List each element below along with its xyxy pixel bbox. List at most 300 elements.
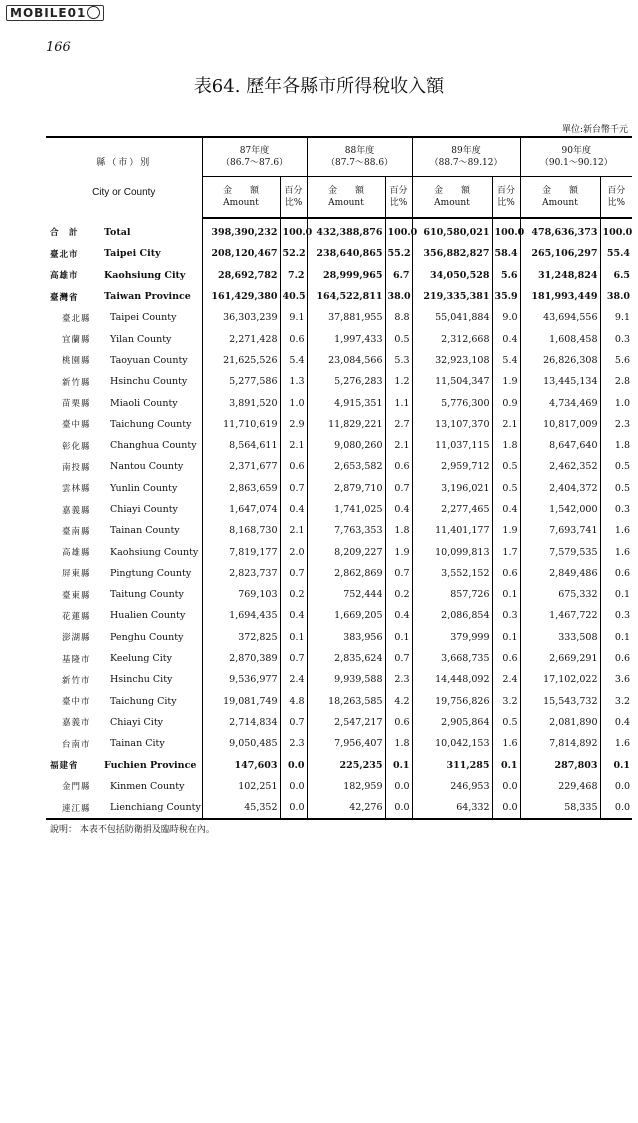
county-name-zh: 宜蘭縣 <box>62 335 91 346</box>
percent-cell: 100.0 <box>600 218 632 243</box>
percent-cell: 0.5 <box>385 328 412 349</box>
period-range: （87.7～88.6） <box>325 158 394 168</box>
amount-cell: 3,196,021 <box>412 478 492 499</box>
county-name-en: Changhua County <box>110 440 197 452</box>
percent-header-2: 比% <box>389 198 408 208</box>
amount-header-en: Amount <box>223 198 259 208</box>
amount-header <box>412 177 492 219</box>
period-range: （88.7～89.12） <box>429 158 503 168</box>
table-row <box>46 499 632 520</box>
amount-cell: 3,552,152 <box>412 563 492 584</box>
percent-cell: 1.6 <box>492 733 520 754</box>
percent-cell: 1.6 <box>600 541 632 562</box>
percent-cell: 2.0 <box>280 541 307 562</box>
period-header <box>202 137 307 177</box>
table-row <box>46 776 632 797</box>
percent-cell: 0.0 <box>600 776 632 797</box>
amount-header-en: Amount <box>542 198 578 208</box>
amount-cell: 1,694,435 <box>202 605 280 626</box>
percent-cell: 2.3 <box>600 414 632 435</box>
percent-cell: 0.1 <box>492 754 520 775</box>
percent-cell: 2.3 <box>280 733 307 754</box>
county-name-en: Kaohsiung County <box>110 546 199 558</box>
county-name-en: Tainan City <box>110 738 165 750</box>
table-row <box>46 265 632 286</box>
county-name-en: Taipei City <box>104 248 161 260</box>
percent-cell: 0.4 <box>492 499 520 520</box>
amount-cell: 18,263,585 <box>307 691 385 712</box>
amount-cell: 2,404,372 <box>520 478 600 499</box>
logo-eye-icon <box>87 6 100 19</box>
amount-cell: 8,168,730 <box>202 520 280 541</box>
amount-cell: 2,870,389 <box>202 648 280 669</box>
amount-cell: 28,999,965 <box>307 265 385 286</box>
amount-cell: 17,102,022 <box>520 669 600 690</box>
county-name-en: Hsinchu City <box>110 674 173 686</box>
county-name-zh: 花蓮縣 <box>62 611 91 622</box>
amount-cell: 2,879,710 <box>307 478 385 499</box>
county-name-zh: 高雄縣 <box>62 548 91 559</box>
amount-cell: 208,120,467 <box>202 243 280 264</box>
amount-cell: 13,445,134 <box>520 371 600 392</box>
percent-cell: 2.1 <box>280 435 307 456</box>
amount-cell: 1,997,433 <box>307 328 385 349</box>
county-name-zh: 臺北市 <box>50 249 79 260</box>
amount-cell: 10,817,009 <box>520 414 600 435</box>
amount-cell: 102,251 <box>202 776 280 797</box>
percent-header-1: 百分 <box>607 186 626 196</box>
percent-header <box>280 177 307 219</box>
county-name-en: Kinmen County <box>110 780 185 792</box>
amount-header <box>307 177 385 219</box>
amount-cell: 15,543,732 <box>520 691 600 712</box>
percent-cell: 0.2 <box>280 584 307 605</box>
percent-cell: 0.6 <box>385 456 412 477</box>
percent-cell: 0.5 <box>492 478 520 499</box>
percent-cell: 100.0 <box>385 218 412 243</box>
percent-cell: 0.7 <box>280 712 307 733</box>
county-name-zh: 南投縣 <box>62 462 91 473</box>
percent-cell: 2.4 <box>492 669 520 690</box>
amount-cell: 3,891,520 <box>202 392 280 413</box>
amount-cell: 5,776,300 <box>412 392 492 413</box>
percent-cell: 2.4 <box>280 669 307 690</box>
amount-cell: 2,547,217 <box>307 712 385 733</box>
county-name-en: Kaohsiung City <box>104 269 186 281</box>
county-name-zh: 屏東縣 <box>62 569 91 580</box>
page-number: 166 <box>46 40 71 55</box>
percent-cell: 0.6 <box>600 648 632 669</box>
amount-cell: 32,923,108 <box>412 350 492 371</box>
amount-cell: 26,826,308 <box>520 350 600 371</box>
percent-cell: 0.9 <box>492 392 520 413</box>
amount-cell: 769,103 <box>202 584 280 605</box>
percent-cell: 55.4 <box>600 243 632 264</box>
percent-cell: 1.8 <box>385 733 412 754</box>
amount-cell: 11,504,347 <box>412 371 492 392</box>
amount-cell: 287,803 <box>520 754 600 775</box>
percent-cell: 2.1 <box>385 435 412 456</box>
county-name-en: Keelung City <box>110 653 172 665</box>
amount-cell: 2,714,834 <box>202 712 280 733</box>
amount-cell: 2,863,659 <box>202 478 280 499</box>
amount-cell: 2,271,428 <box>202 328 280 349</box>
county-name-zh: 嘉義市 <box>62 718 91 729</box>
table-body <box>46 218 632 819</box>
amount-header-zh: 金 額 <box>223 186 260 196</box>
percent-cell: 0.4 <box>385 499 412 520</box>
percent-cell: 0.6 <box>600 563 632 584</box>
amount-cell: 1,647,074 <box>202 499 280 520</box>
amount-cell: 9,050,485 <box>202 733 280 754</box>
unit-label: 單位:新台幣千元 <box>561 125 628 135</box>
amount-cell: 238,640,865 <box>307 243 385 264</box>
county-name-zh: 金門縣 <box>62 782 91 793</box>
percent-cell: 58.4 <box>492 243 520 264</box>
table-row <box>46 712 632 733</box>
percent-cell: 0.1 <box>600 754 632 775</box>
table-row <box>46 627 632 648</box>
percent-cell: 1.2 <box>385 371 412 392</box>
amount-cell: 58,335 <box>520 797 600 819</box>
percent-cell: 0.5 <box>600 478 632 499</box>
amount-cell: 181,993,449 <box>520 286 600 307</box>
amount-header-zh: 金 額 <box>434 186 471 196</box>
percent-cell: 1.9 <box>385 541 412 562</box>
amount-header <box>520 177 600 219</box>
percent-header-1: 百分 <box>389 186 408 196</box>
table-row <box>46 371 632 392</box>
amount-cell: 1,669,205 <box>307 605 385 626</box>
amount-cell: 11,401,177 <box>412 520 492 541</box>
percent-cell: 1.3 <box>280 371 307 392</box>
table-row <box>46 328 632 349</box>
percent-cell: 0.4 <box>280 605 307 626</box>
percent-cell: 0.1 <box>385 627 412 648</box>
county-name-en: Miaoli County <box>110 397 178 409</box>
percent-cell: 0.3 <box>600 328 632 349</box>
amount-cell: 8,209,227 <box>307 541 385 562</box>
amount-cell: 7,579,535 <box>520 541 600 562</box>
county-name-en: Pingtung County <box>110 567 192 579</box>
amount-header-en: Amount <box>328 198 364 208</box>
period-year: 89年度 <box>451 146 481 156</box>
period-range: （86.7～87.6） <box>220 158 289 168</box>
percent-cell: 2.1 <box>492 414 520 435</box>
county-name-zh: 雲林縣 <box>62 484 91 495</box>
percent-cell: 52.2 <box>280 243 307 264</box>
amount-cell: 372,825 <box>202 627 280 648</box>
tax-revenue-table <box>46 136 632 820</box>
percent-cell: 2.7 <box>385 414 412 435</box>
county-name-zh: 苗栗縣 <box>62 399 91 410</box>
percent-cell: 1.0 <box>600 392 632 413</box>
county-name-en: Hsinchu County <box>110 376 188 388</box>
amount-cell: 675,332 <box>520 584 600 605</box>
percent-cell: 0.7 <box>280 563 307 584</box>
amount-cell: 11,710,619 <box>202 414 280 435</box>
table-row <box>46 435 632 456</box>
county-name-en: Fuchien Province <box>104 759 197 771</box>
percent-cell: 0.0 <box>385 776 412 797</box>
county-name-zh: 高雄市 <box>50 271 79 282</box>
percent-cell: 0.7 <box>280 478 307 499</box>
county-name-zh: 新竹縣 <box>62 377 91 388</box>
amount-cell: 857,726 <box>412 584 492 605</box>
percent-header <box>492 177 520 219</box>
county-name-zh: 新竹市 <box>62 675 91 686</box>
amount-cell: 10,099,813 <box>412 541 492 562</box>
amount-cell: 34,050,528 <box>412 265 492 286</box>
county-name-en: Taoyuan County <box>110 354 188 366</box>
amount-cell: 43,694,556 <box>520 307 600 328</box>
amount-cell: 2,277,465 <box>412 499 492 520</box>
amount-cell: 23,084,566 <box>307 350 385 371</box>
percent-cell: 1.9 <box>492 520 520 541</box>
county-header-en: City or County <box>92 187 156 198</box>
county-name-zh: 嘉義縣 <box>62 505 91 516</box>
percent-cell: 9.1 <box>280 307 307 328</box>
county-name-en: Taitung County <box>110 589 184 601</box>
amount-cell: 14,448,092 <box>412 669 492 690</box>
percent-cell: 38.0 <box>385 286 412 307</box>
percent-header-1: 百分 <box>284 186 303 196</box>
percent-cell: 3.2 <box>492 691 520 712</box>
percent-cell: 0.1 <box>492 584 520 605</box>
percent-cell: 40.5 <box>280 286 307 307</box>
percent-cell: 0.4 <box>600 712 632 733</box>
amount-cell: 610,580,021 <box>412 218 492 243</box>
county-name-zh: 連江縣 <box>46 797 102 819</box>
table-row <box>46 541 632 562</box>
table-row <box>46 243 632 264</box>
percent-cell: 0.0 <box>492 776 520 797</box>
county-name-en: Total <box>104 226 131 238</box>
county-name-zh: 臺南縣 <box>62 526 91 537</box>
amount-cell: 311,285 <box>412 754 492 775</box>
percent-cell: 0.6 <box>492 563 520 584</box>
county-name-en: Lienchiang County <box>102 797 202 819</box>
county-name-en: Yunlin County <box>110 482 178 494</box>
percent-cell: 0.4 <box>385 605 412 626</box>
percent-cell: 0.1 <box>600 584 632 605</box>
period-range: （90.1～90.12） <box>539 158 613 168</box>
amount-cell: 2,462,352 <box>520 456 600 477</box>
amount-cell: 21,625,526 <box>202 350 280 371</box>
amount-cell: 4,734,469 <box>520 392 600 413</box>
percent-header-2: 比% <box>607 198 626 208</box>
percent-cell: 0.1 <box>492 627 520 648</box>
amount-cell: 7,956,407 <box>307 733 385 754</box>
percent-cell: 0.3 <box>600 499 632 520</box>
county-name-zh: 臺東縣 <box>62 590 91 601</box>
table-row <box>46 733 632 754</box>
amount-cell: 2,086,854 <box>412 605 492 626</box>
period-year: 87年度 <box>239 146 270 156</box>
amount-cell: 3,668,735 <box>412 648 492 669</box>
amount-cell: 182,959 <box>307 776 385 797</box>
amount-cell: 11,037,115 <box>412 435 492 456</box>
county-name-en: Tainan County <box>110 525 180 537</box>
amount-cell: 1,741,025 <box>307 499 385 520</box>
amount-cell: 2,849,486 <box>520 563 600 584</box>
period-header <box>520 137 632 177</box>
amount-cell: 4,915,351 <box>307 392 385 413</box>
period-year: 88年度 <box>344 146 375 156</box>
percent-cell: 100.0 <box>280 218 307 243</box>
percent-cell: 4.8 <box>280 691 307 712</box>
amount-cell: 2,669,291 <box>520 648 600 669</box>
amount-cell: 398,390,232 <box>202 218 280 243</box>
amount-cell: 2,905,864 <box>412 712 492 733</box>
period-header <box>307 137 412 177</box>
table-row <box>46 648 632 669</box>
amount-cell: 9,536,977 <box>202 669 280 690</box>
county-name-zh: 台南市 <box>62 739 91 750</box>
amount-cell: 31,248,824 <box>520 265 600 286</box>
percent-header-2: 比% <box>284 198 303 208</box>
amount-cell: 5,277,586 <box>202 371 280 392</box>
table-row <box>46 584 632 605</box>
percent-cell: 1.8 <box>385 520 412 541</box>
county-name-zh: 臺灣省 <box>50 292 79 303</box>
table-title: 表64. 歷年各縣市所得稅收入額 <box>193 76 445 97</box>
county-name-en: Taichung City <box>110 695 177 707</box>
percent-cell: 1.6 <box>600 520 632 541</box>
percent-cell: 0.6 <box>492 648 520 669</box>
county-name-en: Penghu County <box>110 631 184 643</box>
percent-header <box>385 177 412 219</box>
percent-cell: 1.6 <box>600 733 632 754</box>
amount-cell: 2,823,737 <box>202 563 280 584</box>
amount-cell: 10,042,153 <box>412 733 492 754</box>
mobile01-logo: MOBILE01 <box>6 5 104 21</box>
table-row <box>46 286 632 307</box>
percent-cell: 35.9 <box>492 286 520 307</box>
amount-cell: 5,276,283 <box>307 371 385 392</box>
percent-cell: 5.4 <box>280 350 307 371</box>
amount-cell: 2,959,712 <box>412 456 492 477</box>
amount-cell: 11,829,221 <box>307 414 385 435</box>
amount-cell: 432,388,876 <box>307 218 385 243</box>
county-name-en: Chiayi County <box>110 504 178 515</box>
county-name-en: Taipei County <box>110 312 177 324</box>
amount-cell: 478,636,373 <box>520 218 600 243</box>
percent-header-1: 百分 <box>497 186 516 196</box>
amount-header-en: Amount <box>434 198 470 208</box>
percent-cell: 2.8 <box>600 371 632 392</box>
amount-cell: 2,653,582 <box>307 456 385 477</box>
amount-cell: 2,862,869 <box>307 563 385 584</box>
county-header <box>46 137 202 218</box>
table-row <box>46 669 632 690</box>
county-name-en: Taiwan Province <box>104 291 191 303</box>
percent-cell: 0.7 <box>385 648 412 669</box>
county-name-zh: 桃園縣 <box>62 356 91 367</box>
county-name-zh: 福建省 <box>50 761 79 772</box>
percent-cell: 0.5 <box>492 712 520 733</box>
amount-cell: 383,956 <box>307 627 385 648</box>
table-row <box>46 520 632 541</box>
percent-cell: 4.2 <box>385 691 412 712</box>
county-name-zh: 澎湖縣 <box>62 633 91 644</box>
percent-cell: 0.0 <box>385 797 412 819</box>
county-name-zh: 合 計 <box>50 228 79 239</box>
table-row <box>46 691 632 712</box>
amount-header <box>202 177 280 219</box>
amount-cell: 7,763,353 <box>307 520 385 541</box>
percent-cell: 0.3 <box>492 605 520 626</box>
county-name-en: Chiayi City <box>110 716 164 728</box>
percent-header <box>600 177 632 219</box>
percent-cell: 0.0 <box>492 797 520 819</box>
percent-cell: 0.7 <box>280 648 307 669</box>
county-name-zh: 基隆市 <box>62 654 91 665</box>
percent-cell: 38.0 <box>600 286 632 307</box>
percent-cell: 2.9 <box>280 414 307 435</box>
percent-cell: 1.1 <box>385 392 412 413</box>
amount-cell: 1,608,458 <box>520 328 600 349</box>
percent-cell: 1.8 <box>492 435 520 456</box>
amount-cell: 37,881,955 <box>307 307 385 328</box>
table-row <box>46 392 632 413</box>
percent-cell: 2.3 <box>385 669 412 690</box>
percent-cell: 5.6 <box>600 350 632 371</box>
amount-cell: 356,882,827 <box>412 243 492 264</box>
amount-cell: 2,312,668 <box>412 328 492 349</box>
amount-cell: 379,999 <box>412 627 492 648</box>
amount-cell: 752,444 <box>307 584 385 605</box>
percent-cell: 0.4 <box>492 328 520 349</box>
percent-cell: 100.0 <box>492 218 520 243</box>
percent-cell: 3.6 <box>600 669 632 690</box>
percent-cell: 0.5 <box>492 456 520 477</box>
percent-cell: 1.8 <box>600 435 632 456</box>
percent-cell: 9.1 <box>600 307 632 328</box>
percent-cell: 0.1 <box>385 754 412 775</box>
percent-cell: 1.7 <box>492 541 520 562</box>
period-header <box>412 137 520 177</box>
table-row <box>46 563 632 584</box>
amount-cell: 229,468 <box>520 776 600 797</box>
percent-cell: 8.8 <box>385 307 412 328</box>
percent-cell: 0.3 <box>600 605 632 626</box>
percent-cell: 5.3 <box>385 350 412 371</box>
percent-cell: 0.0 <box>280 797 307 819</box>
amount-cell: 8,564,611 <box>202 435 280 456</box>
county-name-zh: 臺北縣 <box>62 313 91 324</box>
percent-cell: 5.4 <box>492 350 520 371</box>
amount-cell: 164,522,811 <box>307 286 385 307</box>
amount-cell: 1,542,000 <box>520 499 600 520</box>
amount-cell: 265,106,297 <box>520 243 600 264</box>
percent-cell: 0.4 <box>280 499 307 520</box>
percent-cell: 0.7 <box>385 478 412 499</box>
county-name-en: Nantou County <box>110 461 184 473</box>
amount-cell: 225,235 <box>307 754 385 775</box>
table-row <box>46 350 632 371</box>
county-name-en: Hualien County <box>110 610 186 622</box>
amount-cell: 19,756,826 <box>412 691 492 712</box>
table-row <box>46 754 632 775</box>
percent-cell: 55.2 <box>385 243 412 264</box>
percent-cell: 0.7 <box>385 563 412 584</box>
percent-cell: 7.2 <box>280 265 307 286</box>
county-header-zh: 縣（市）別 <box>96 158 152 168</box>
amount-cell: 8,647,640 <box>520 435 600 456</box>
table-row <box>46 414 632 435</box>
percent-cell: 6.5 <box>600 265 632 286</box>
